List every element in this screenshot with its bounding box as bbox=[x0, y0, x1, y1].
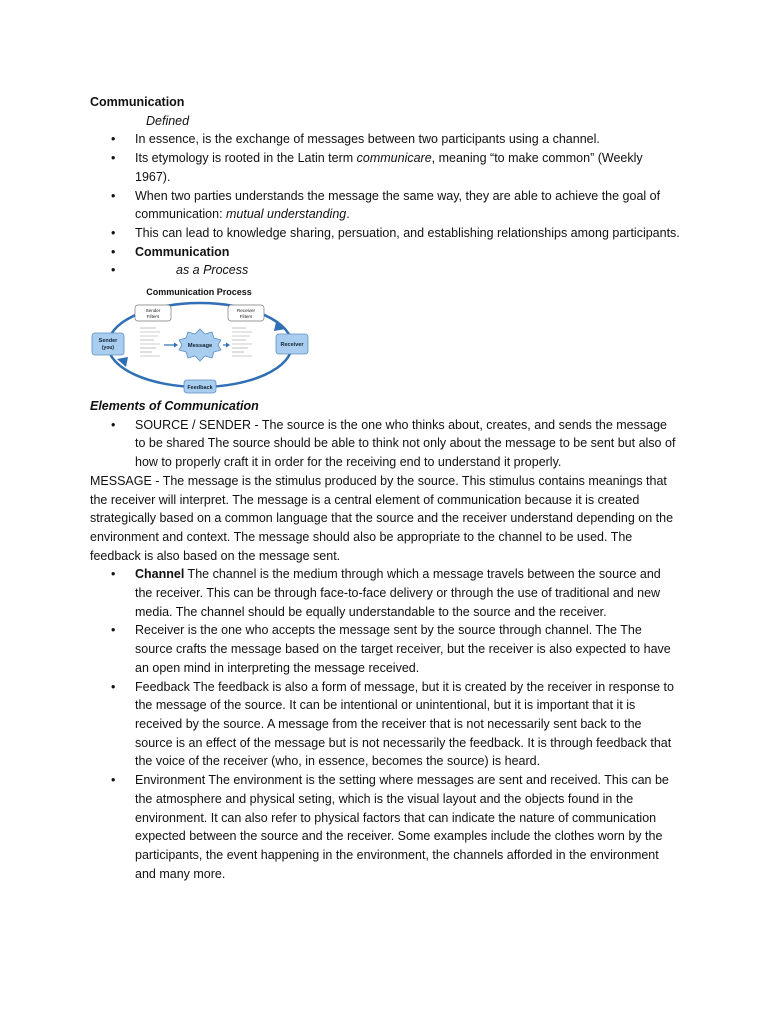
list-item-text: Its etymology is rooted in the Latin term bbox=[135, 151, 357, 166]
source-item-text: SOURCE / SENDER - The source is the one who thinks about, creates, and sends the message to be shared The source should be able to think not only about the message to be sent but also of how to properly craft it in order for the receiving end to understand it properly. bbox=[135, 417, 676, 470]
section-title: Elements of Communication bbox=[90, 399, 259, 414]
list-item-text: In essence, is the exchange of messages between two participants using a channel. bbox=[135, 132, 600, 147]
elements-list-continued bbox=[90, 565, 680, 883]
list-item bbox=[90, 261, 680, 280]
list-item-text: This can lead to knowledge sharing, persuation, and establishing relationships among participants. bbox=[135, 225, 680, 240]
list-item-text: , meaning “to make common” (Weekly 1967). bbox=[135, 151, 643, 184]
sender-label: Sender bbox=[98, 338, 118, 345]
receiver-filters-label: Receiver bbox=[236, 308, 256, 314]
bullet-icon: • bbox=[111, 225, 116, 240]
list-item bbox=[90, 224, 680, 243]
sender-sub-label: (you) bbox=[101, 345, 115, 352]
process-diagram-svg bbox=[90, 285, 320, 395]
emphasis-text: mutual understanding bbox=[226, 207, 347, 222]
channel-label: Channel bbox=[135, 567, 185, 582]
bullet-icon: • bbox=[111, 417, 116, 432]
receiver-item-text: Receiver is the one who accepts the message sent by the source through channel. The The source crafts the message based on the target receiver, but the receiver is also expected to have an open mind in interpreting the message received. bbox=[135, 623, 671, 675]
arrowhead-icon bbox=[226, 343, 230, 348]
latin-term: communicare bbox=[356, 151, 432, 166]
list-item-bold: Communication bbox=[135, 244, 230, 259]
channel-text: The channel is the medium through which a message travels between the source and the receiver. This can be through face-to-face delivery or through the use of traditional and new media. The channel should be equally understandable to the source and the receiver. bbox=[135, 567, 661, 619]
diagram-title: Communication Process bbox=[146, 287, 252, 298]
feedback-label: Feedback bbox=[187, 385, 213, 392]
document-body bbox=[90, 93, 680, 883]
list-item bbox=[90, 771, 680, 883]
bullet-icon: • bbox=[111, 244, 116, 259]
bullet-icon: • bbox=[111, 263, 116, 278]
elements-list bbox=[90, 416, 680, 472]
list-item bbox=[90, 678, 680, 772]
sender-filters-label: Filters bbox=[146, 314, 160, 320]
list-item bbox=[90, 243, 680, 262]
bullet-icon: • bbox=[111, 567, 116, 582]
bullet-icon: • bbox=[111, 188, 116, 203]
list-item-italic: as a Process bbox=[176, 263, 249, 278]
list-item bbox=[90, 149, 680, 186]
bullet-icon: • bbox=[111, 773, 116, 788]
heading: Communication bbox=[90, 95, 185, 109]
message-paragraph: MESSAGE - The message is the stimulus produced by the source. This stimulus contains meanings that the receiver will interpret. The message is a central element of communication because it is created strategically based on a common language that the source and the receiver understand depending on the environment and context. The message should also be appropriate to the channel to be used. The feedback is also based on the message sent. bbox=[90, 473, 674, 563]
receiver-label: Receiver bbox=[280, 342, 304, 349]
list-item bbox=[90, 187, 680, 224]
list-item bbox=[90, 565, 680, 621]
bullet-icon: • bbox=[111, 679, 116, 694]
arrowhead-icon bbox=[174, 343, 178, 348]
list-item-text: . bbox=[346, 207, 350, 222]
sender-filters-label: Sender bbox=[145, 308, 161, 314]
sender-box bbox=[92, 333, 124, 355]
communication-process-diagram bbox=[90, 285, 320, 395]
environment-item-text: Environment The environment is the setting where messages are sent and received. This can be the atmosphere and physical seting, which is the visual layout and the objects found in the environment. It can also refer to physical factors that can indicate the nature of communication expected between the source and the receiver. Some examples include the clothes worn by the participants, the event happening in the environment, the channels afforded in the environment and many more. bbox=[135, 773, 669, 881]
subheading: Defined bbox=[146, 113, 190, 128]
list-item bbox=[90, 416, 680, 472]
list-item-text: When two parties understands the message the same way, they are able to achieve the goal of communication: bbox=[135, 188, 661, 222]
intro-list bbox=[90, 130, 680, 280]
feedback-item-text: Feedback The feedback is also a form of message, but it is created by the receiver in response to the message of the source. It can be intentional or unintentional, but it is important that it is received by the source. A message from the receiver that is not necessarily sent back to the source is an effect of the message but is not necessarily the feedback. It is through feedback that the voice of the receiver (who, in essence, becomes the source) is heard. bbox=[135, 679, 674, 769]
bullet-icon: • bbox=[111, 623, 116, 638]
list-item bbox=[90, 130, 680, 149]
bullet-icon: • bbox=[111, 132, 116, 147]
bullet-icon: • bbox=[111, 151, 116, 166]
message-label: Message bbox=[187, 343, 213, 350]
list-item bbox=[90, 621, 680, 677]
receiver-filters-label: Filters bbox=[239, 314, 253, 320]
